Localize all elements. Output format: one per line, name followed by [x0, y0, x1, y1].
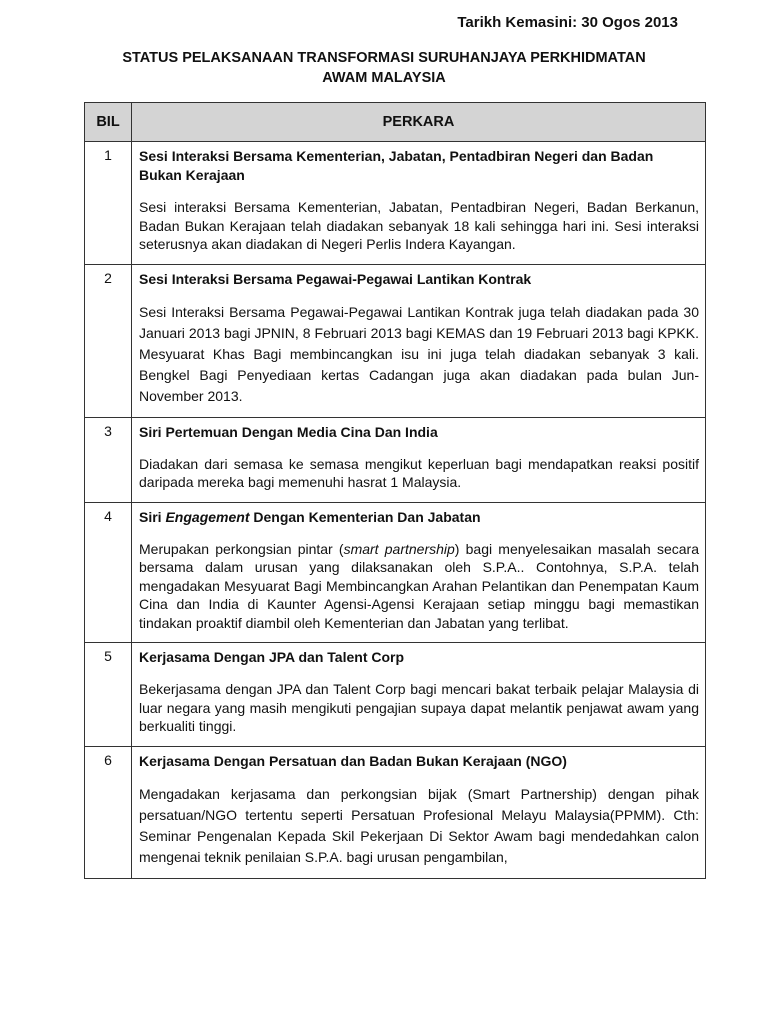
- row-body: Diadakan dari semasa ke semasa mengikut keperluan bagi mendapatkan reaksi positif daripada mereka bagi memenuhi hasrat 1 Malaysia.: [139, 455, 699, 490]
- row-heading: Sesi Interaksi Bersama Kementerian, Jabatan, Pentadbiran Negeri dan Badan Bukan Kerajaan: [139, 148, 654, 183]
- row-number: 3: [85, 417, 132, 502]
- row-content: [132, 502, 706, 643]
- table-header-row: [85, 103, 706, 142]
- table-row: [85, 264, 706, 417]
- status-table: [84, 102, 706, 879]
- row-heading-post: Dengan Kementerian Dan Jabatan: [249, 508, 481, 525]
- table-row: [85, 417, 706, 502]
- row-number: 4: [85, 502, 132, 643]
- row-heading-italic: Engagement: [165, 508, 250, 525]
- row-number: 2: [85, 264, 132, 417]
- row-body-italic: smart partnership: [343, 540, 455, 557]
- row-heading: Siri Pertemuan Dengan Media Cina Dan India: [139, 423, 438, 440]
- row-number: 6: [85, 746, 132, 878]
- table-row: [85, 643, 706, 747]
- row-heading: Sesi Interaksi Bersama Pegawai-Pegawai Lantikan Kontrak: [139, 270, 532, 287]
- column-header-perkara: PERKARA: [132, 103, 706, 142]
- column-header-bil: BIL: [85, 103, 132, 142]
- row-heading: [139, 508, 699, 527]
- row-body: Mengadakan kerjasama dan perkongsian bijak (Smart Partnership) dengan pihak persatuan/NGO tertentu seperti Persatuan Profesional Melayu Malaysia(PPMM). Cth: Seminar Pengenalan Kepada Skil Pekerjaan Di Sektor Awam bagi mendedahkan calon mengenai teknik penilaian S.P.A. bagi urusan pengambilan,: [139, 785, 699, 865]
- document-title: [84, 48, 684, 88]
- row-body: Sesi interaksi Bersama Kementerian, Jabatan, Pentadbiran Negeri, Badan Berkanun, Badan Bukan Kerajaan telah diadakan sebanyak 18 kali sehingga hari ini. Sesi interaksi seterusnya akan diadakan di Negeri Perlis Indera Kayangan.: [139, 199, 699, 252]
- row-content: [132, 142, 706, 265]
- row-body-post: ) bagi menyelesaikan masalah secara bersama dalam urusan yang dilaksanakan oleh S.P.A.. Contohnya, S.P.A. telah mengadakan Mesyuarat Bagi Membincangkan Arahan Pelantikan dan Penempatan Kaum Cina dan India di Kaunter Agensi-Agensi Kerajaan setiap minggu bagi memastikan tindakan proaktif diambil oleh Kementerian dan Jabatan yang terlibat.: [139, 540, 699, 631]
- row-content: [132, 643, 706, 747]
- row-heading-pre: Siri: [139, 508, 166, 525]
- row-body: [139, 540, 699, 633]
- row-heading: Kerjasama Dengan Persatuan dan Badan Bukan Kerajaan (NGO): [139, 752, 567, 769]
- title-line-1: STATUS PELAKSANAAN TRANSFORMASI SURUHANJAYA PERKHIDMATAN: [122, 50, 646, 66]
- row-content: [132, 264, 706, 417]
- row-body: Sesi Interaksi Bersama Pegawai-Pegawai Lantikan Kontrak juga telah diadakan pada 30 Januari 2013 bagi JPNIN, 8 Februari 2013 bagi KEMAS dan 19 Februari 2013 bagi KPKK. Mesyuarat Khas Bagi membincangkan isu ini juga telah diadakan sebanyak 3 kali. Bengkel Bagi Penyediaan kertas Cadangan juga akan diadakan pada bulan Jun-November 2013.: [139, 303, 699, 404]
- table-row: [85, 746, 706, 878]
- table-row: [85, 142, 706, 265]
- table-row: [85, 502, 706, 643]
- update-date: Tarikh Kemasini: 30 Ogos 2013: [457, 14, 678, 31]
- row-content: [132, 417, 706, 502]
- row-number: 1: [85, 142, 132, 265]
- row-content: [132, 746, 706, 878]
- row-number: 5: [85, 643, 132, 747]
- row-body: Bekerjasama dengan JPA dan Talent Corp bagi mencari bakat terbaik pelajar Malaysia di luar negara yang masih mengikuti pengajian supaya dapat melantik penjawat awam yang berkualiti tinggi.: [139, 681, 699, 734]
- row-body-pre: Merupakan perkongsian pintar (: [139, 540, 344, 557]
- title-line-2: AWAM MALAYSIA: [322, 70, 446, 86]
- row-heading: Kerjasama Dengan JPA dan Talent Corp: [139, 649, 405, 665]
